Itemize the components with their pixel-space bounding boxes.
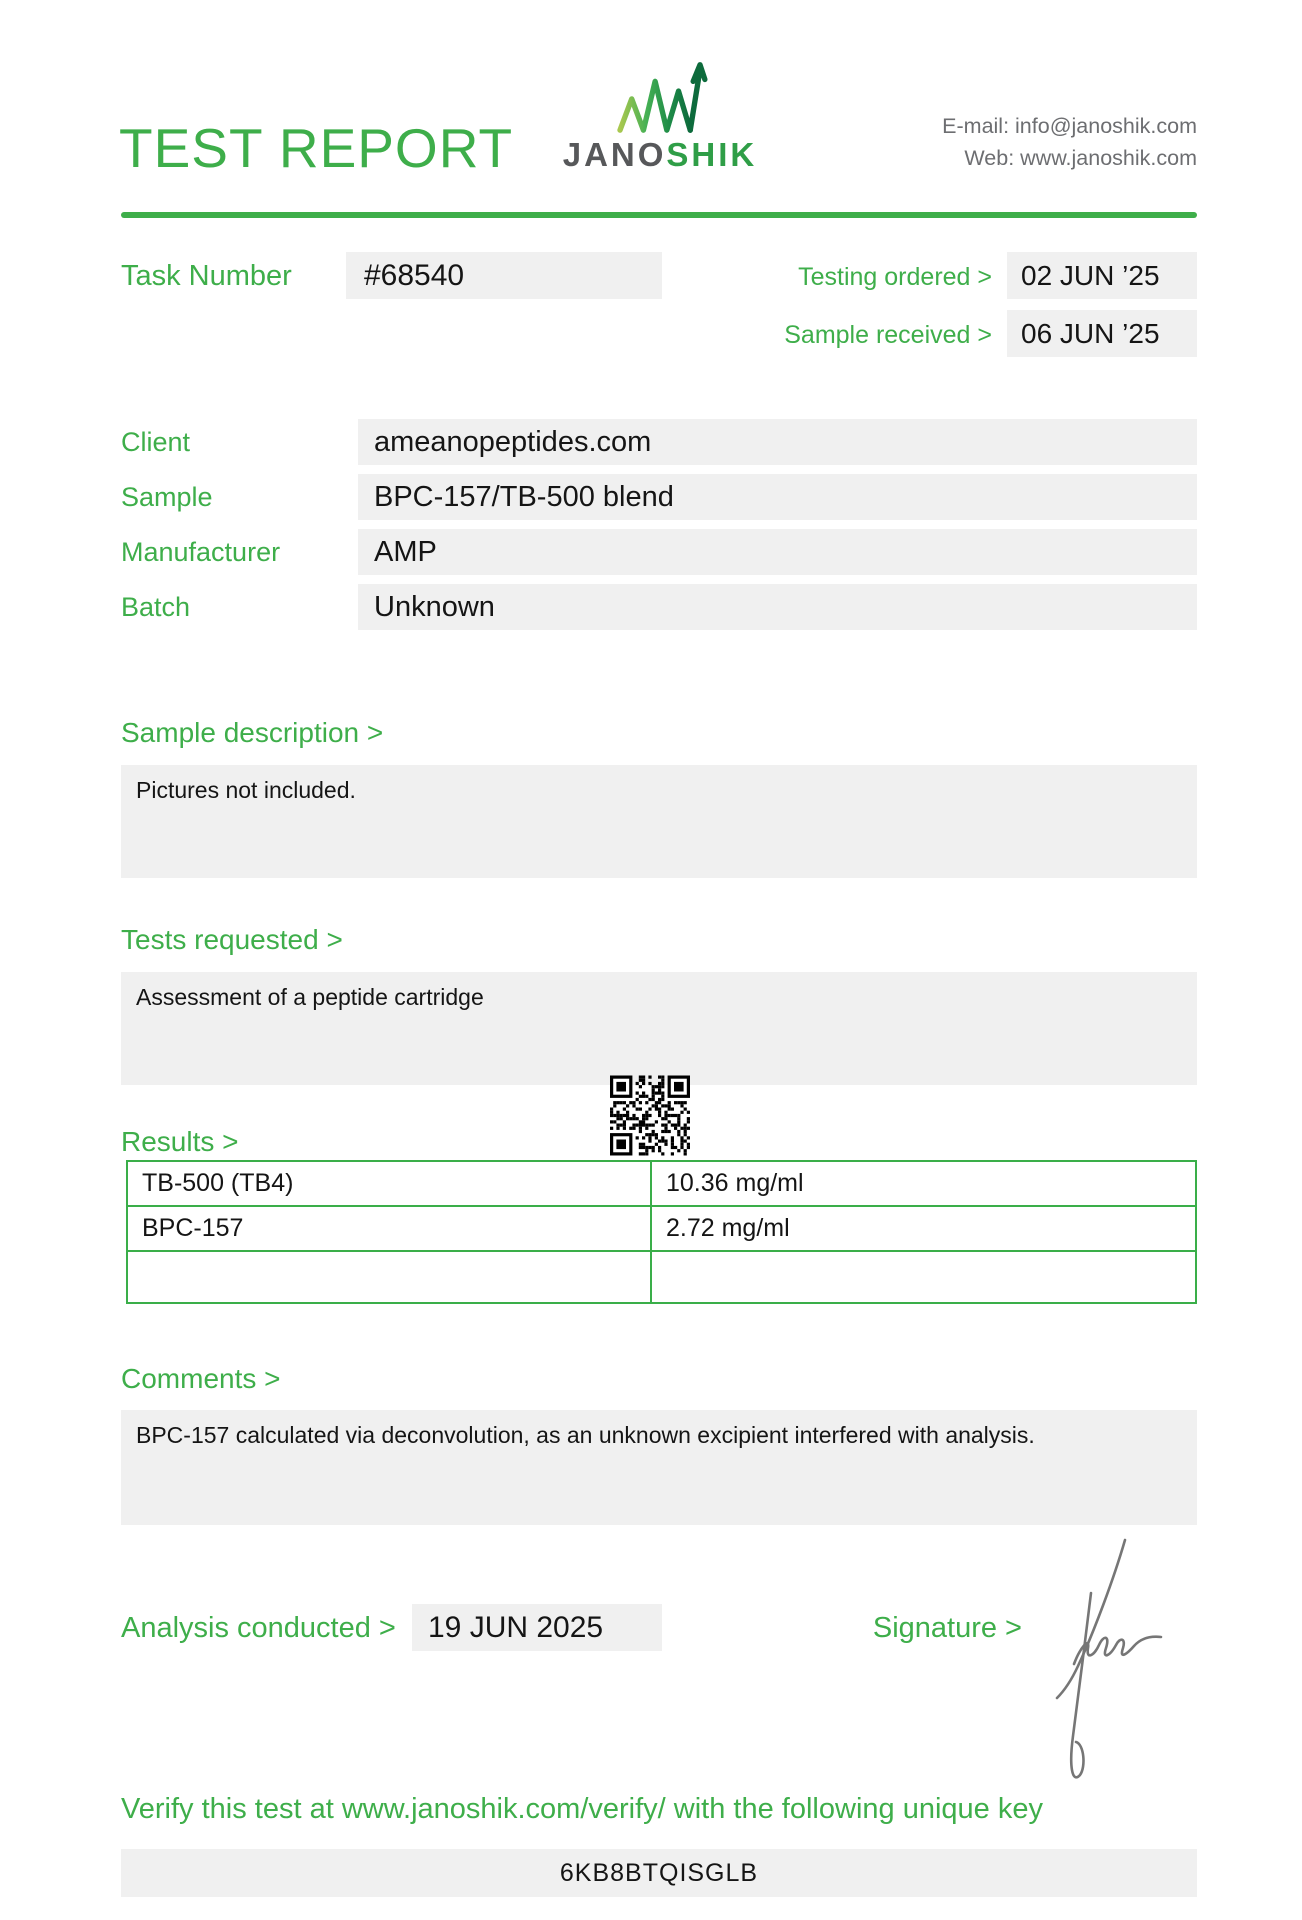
comments-heading: Comments >: [121, 1363, 281, 1394]
result-value-cell: 10.36 mg/ml: [651, 1161, 1196, 1206]
tests-requested-box: [121, 972, 1197, 1085]
logo-text-jano: JANO: [562, 136, 667, 173]
result-value-cell: 2.72 mg/ml: [651, 1206, 1196, 1251]
batch-value: Unknown: [358, 584, 1197, 630]
sample-value: BPC-157/TB-500 blend: [358, 474, 1197, 520]
results-table: [126, 1160, 1197, 1304]
verify-instruction: Verify this test at www.janoshik.com/verify/ with the following unique key: [121, 1793, 1043, 1825]
result-analyte-cell: BPC-157: [127, 1206, 651, 1251]
sample-label: Sample: [121, 481, 213, 512]
comments-text: BPC-157 calculated via deconvolution, as an unknown excipient interfered with analysis.: [136, 1422, 1035, 1448]
batch-label: Batch: [121, 591, 191, 622]
tests-requested-text: Assessment of a peptide cartridge: [136, 984, 484, 1010]
result-value-cell: [651, 1251, 1196, 1303]
table-row: [127, 1251, 1196, 1303]
qr-code: [610, 1074, 690, 1157]
analysis-conducted-label: Analysis conducted >: [121, 1612, 396, 1644]
analysis-conducted-value: 19 JUN 2025: [412, 1604, 662, 1651]
verify-key: 6KB8BTQISGLB: [121, 1849, 1197, 1897]
web-line: Web: www.janoshik.com: [964, 146, 1197, 171]
task-number-label: Task Number: [121, 260, 292, 292]
logo-text-shik: SHIK: [666, 136, 758, 173]
manufacturer-label: Manufacturer: [121, 536, 281, 567]
result-analyte-cell: [127, 1251, 651, 1303]
contact-info: [830, 110, 1197, 175]
growth-chart-icon: [560, 56, 760, 136]
email-line: E-mail: info@janoshik.com: [942, 114, 1197, 138]
testing-ordered-label: Testing ordered >: [798, 263, 992, 291]
results-heading: Results >: [121, 1126, 239, 1157]
tests-requested-heading: Tests requested >: [121, 924, 343, 955]
signature-image: [1028, 1536, 1178, 1791]
signature-label: Signature >: [872, 1612, 1022, 1644]
sample-description-text: Pictures not included.: [136, 777, 356, 803]
sample-description-heading: Sample description >: [121, 717, 384, 748]
table-row: [127, 1161, 1196, 1206]
page-title: TEST REPORT: [119, 117, 514, 179]
sample-description-box: [121, 765, 1197, 878]
logo-wordmark: [563, 136, 758, 173]
client-label: Client: [121, 426, 191, 457]
header-divider: [121, 212, 1197, 218]
comments-box: [121, 1410, 1197, 1525]
client-value: ameanopeptides.com: [358, 419, 1197, 465]
result-analyte-cell: TB-500 (TB4): [127, 1161, 651, 1206]
sample-received-label: Sample received >: [784, 321, 992, 349]
testing-ordered-value: 02 JUN ’25: [1007, 252, 1197, 299]
manufacturer-value: AMP: [358, 529, 1197, 575]
janoshik-logo: [560, 56, 760, 174]
sample-received-value: 06 JUN ’25: [1007, 310, 1197, 357]
table-row: [127, 1206, 1196, 1251]
task-number-value: #68540: [346, 252, 662, 299]
